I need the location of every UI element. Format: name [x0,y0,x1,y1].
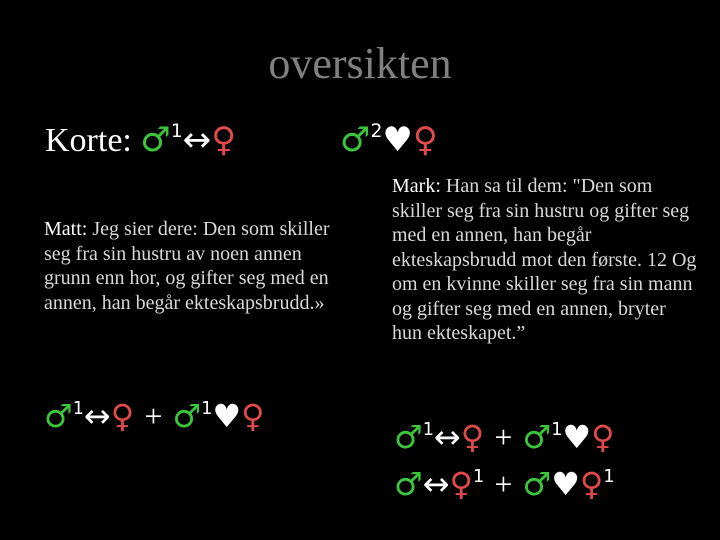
plus-sign: + [144,398,163,434]
male-symbol: ♂ [340,120,371,160]
verse-text: Han sa til dem: "Den som skiller seg fra sin hustru og gifter seg med en annen, han begår ekteskapsbrudd mot den første. 12 Og om en kvinne skiller seg fra sin mann og gifter seg med en annen, bryter hun ekteskapet.” [392,175,697,344]
superscript: 1 [603,466,615,487]
male-symbol: ♂ [522,465,552,503]
male-symbol: ♂ [172,397,202,435]
header-formula-left [140,120,236,160]
matthew-verse [44,217,344,315]
header-formula-right [340,120,438,160]
korte-label: Korte: [45,122,132,159]
male-symbol: ♂ [394,465,423,503]
heart-symbol: ♥ [212,397,242,435]
male-symbol: ♂ [522,418,552,456]
male-symbol: ♂ [44,397,73,435]
left-right-arrow: ↔ [433,418,461,456]
left-right-arrow: ↔ [83,397,111,435]
mark-verse [392,174,697,346]
female-symbol: ♀ [211,120,237,160]
heart-symbol: ♥ [382,120,413,160]
verse-text: Jeg sier dere: Den som skiller seg fra sin hustru av noen annen grunn enn hor, og gifter seg med en annen, han begår ekteskapsbrudd.» [44,218,330,314]
female-symbol: ♀ [412,120,438,160]
heart-symbol: ♥ [562,418,592,456]
right-formula-1 [394,418,615,456]
male-symbol: ♂ [140,120,171,160]
superscript: 1 [201,398,213,419]
female-symbol: ♀ [110,397,135,435]
female-symbol: ♀ [460,418,485,456]
male-symbol: ♂ [394,418,423,456]
verse-speaker: Mark: [392,175,441,197]
slide-title: oversikten [268,39,452,88]
verse-speaker: Matt: [44,218,88,240]
superscript: 1 [422,419,434,440]
female-symbol: ♀ [449,465,473,503]
female-symbol: ♀ [591,418,615,456]
heart-symbol: ♥ [551,465,580,503]
superscript: 1 [170,120,183,142]
superscript: 1 [551,419,563,440]
korte-header [45,120,236,160]
left-right-arrow: ↔ [422,465,450,503]
superscript: 1 [472,466,485,487]
plus-sign: + [494,419,513,455]
plus-sign: + [494,466,513,502]
superscript: 2 [370,120,383,142]
left-formula [44,397,265,435]
female-symbol: ♀ [579,465,604,503]
left-right-arrow: ↔ [182,120,212,160]
right-formula-2 [394,465,615,503]
superscript: 1 [72,398,84,419]
female-symbol: ♀ [241,397,265,435]
